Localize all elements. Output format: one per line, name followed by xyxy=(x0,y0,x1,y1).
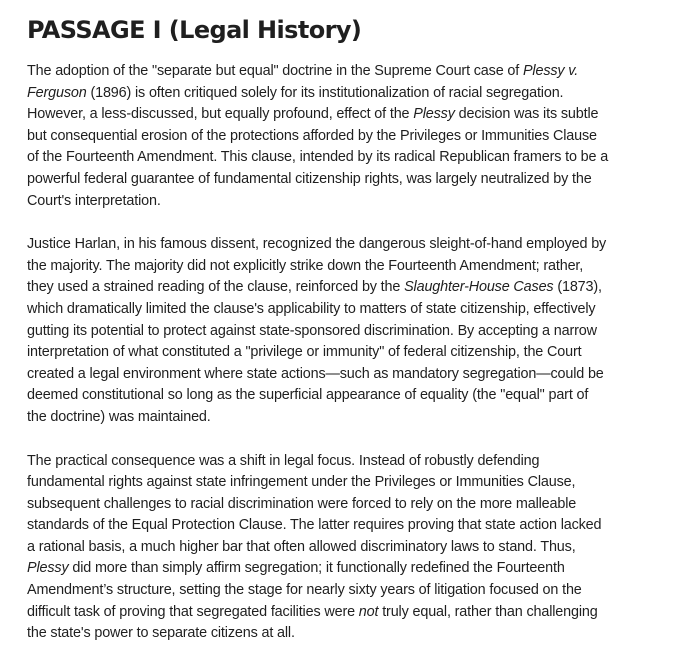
text-run: powerful federal guarantee of fundamental citizenship rights, was largely neutralized by the xyxy=(27,170,592,187)
text-line xyxy=(27,515,677,537)
paragraph-3 xyxy=(27,451,677,645)
text-line xyxy=(27,277,677,299)
text-line xyxy=(27,104,677,126)
text-run: However, a less-discussed, but equally profound, effect of the xyxy=(27,106,414,123)
text-line xyxy=(27,407,677,429)
text-run: The adoption of the "separate but equal" doctrine in the Supreme Court case of xyxy=(27,63,523,79)
passage-body xyxy=(27,61,677,645)
text-run: deemed constitutional so long as the superficial appearance of equality (the "equal" part of xyxy=(27,387,589,404)
text-run: gutting its potential to protect against state-sponsored discrimination. By accepting a narrow xyxy=(27,322,597,339)
passage-title: PASSAGE I (Legal History) xyxy=(27,16,362,44)
text-line xyxy=(27,147,677,169)
text-line xyxy=(27,602,677,624)
text-run: fundamental rights against state infringement under the Privileges or Immunities Clause, xyxy=(27,474,576,491)
italic-text: Plessy xyxy=(27,560,69,577)
text-line xyxy=(27,299,677,321)
text-run: subsequent challenges to racial discrimination were forced to rely on the more malleable xyxy=(27,495,577,512)
text-line xyxy=(27,580,677,602)
text-run: but consequential erosion of the protections afforded by the Privileges or Immunities Clause xyxy=(27,127,597,144)
text-run: the state's power to separate citizens at all. xyxy=(27,625,295,642)
text-run: the majority. The majority did not explicitly strike down the Fourteenth Amendment; rather, xyxy=(27,257,584,274)
passage-document xyxy=(27,14,677,667)
text-run: interpretation of what constituted a "privilege or immunity" of federal citizenship, the Court xyxy=(27,344,582,361)
text-line xyxy=(27,234,677,256)
text-run: which dramatically limited the clause's applicability to matters of state citizenship, effectively xyxy=(27,300,596,317)
text-run: created a legal environment where state actions—such as mandatory segregation—could be xyxy=(27,365,604,382)
text-line xyxy=(27,385,677,407)
text-line xyxy=(27,364,677,386)
text-run: (1896) is often critiqued solely for its institutionalization of racial segregation. xyxy=(86,84,564,101)
italic-text: Plessy v. xyxy=(522,63,579,79)
text-run: decision was its subtle xyxy=(454,106,599,123)
italic-text: not xyxy=(358,603,379,620)
text-line xyxy=(27,494,677,516)
text-run: of the Fourteenth Amendment. This clause, intended by its radical Republican framers to be a xyxy=(27,149,609,166)
text-run: the doctrine) was maintained. xyxy=(27,408,211,425)
text-line xyxy=(27,83,677,105)
text-run: difficult task of proving that segregated facilities were xyxy=(27,603,359,620)
italic-text: Ferguson xyxy=(27,84,87,101)
text-run: truly equal, rather than challenging xyxy=(378,603,598,620)
text-run: did more than simply affirm segregation; it functionally redefined the Fourteenth xyxy=(68,560,565,577)
text-run: Amendment’s structure, setting the stage for nearly sixty years of litigation focused on the xyxy=(27,582,582,599)
italic-text: Slaughter-House Cases xyxy=(404,279,554,296)
text-run: a rational basis, a much higher bar that often allowed discriminatory laws to stand. Thus, xyxy=(27,538,576,555)
text-line xyxy=(27,558,677,580)
text-line xyxy=(27,61,677,83)
text-line xyxy=(27,342,677,364)
text-line xyxy=(27,321,677,343)
paragraph-1 xyxy=(27,61,677,212)
paragraph-2 xyxy=(27,234,677,428)
text-run: standards of the Equal Protection Clause. The latter requires proving that state action lacked xyxy=(27,517,602,534)
text-line xyxy=(27,191,677,213)
italic-text: Plessy xyxy=(413,106,455,123)
text-run: Justice Harlan, in his famous dissent, recognized the dangerous sleight-of-hand employed by xyxy=(27,236,607,253)
text-line xyxy=(27,126,677,148)
text-run: (1873), xyxy=(553,279,602,296)
text-line xyxy=(27,451,677,473)
text-run: The practical consequence was a shift in legal focus. Instead of robustly defending xyxy=(27,452,540,469)
text-line xyxy=(27,169,677,191)
text-line xyxy=(27,256,677,278)
text-line xyxy=(27,472,677,494)
text-run: Court's interpretation. xyxy=(27,192,161,209)
text-line xyxy=(27,537,677,559)
text-run: they used a strained reading of the clause, reinforced by the xyxy=(27,279,405,296)
text-line xyxy=(27,623,677,645)
